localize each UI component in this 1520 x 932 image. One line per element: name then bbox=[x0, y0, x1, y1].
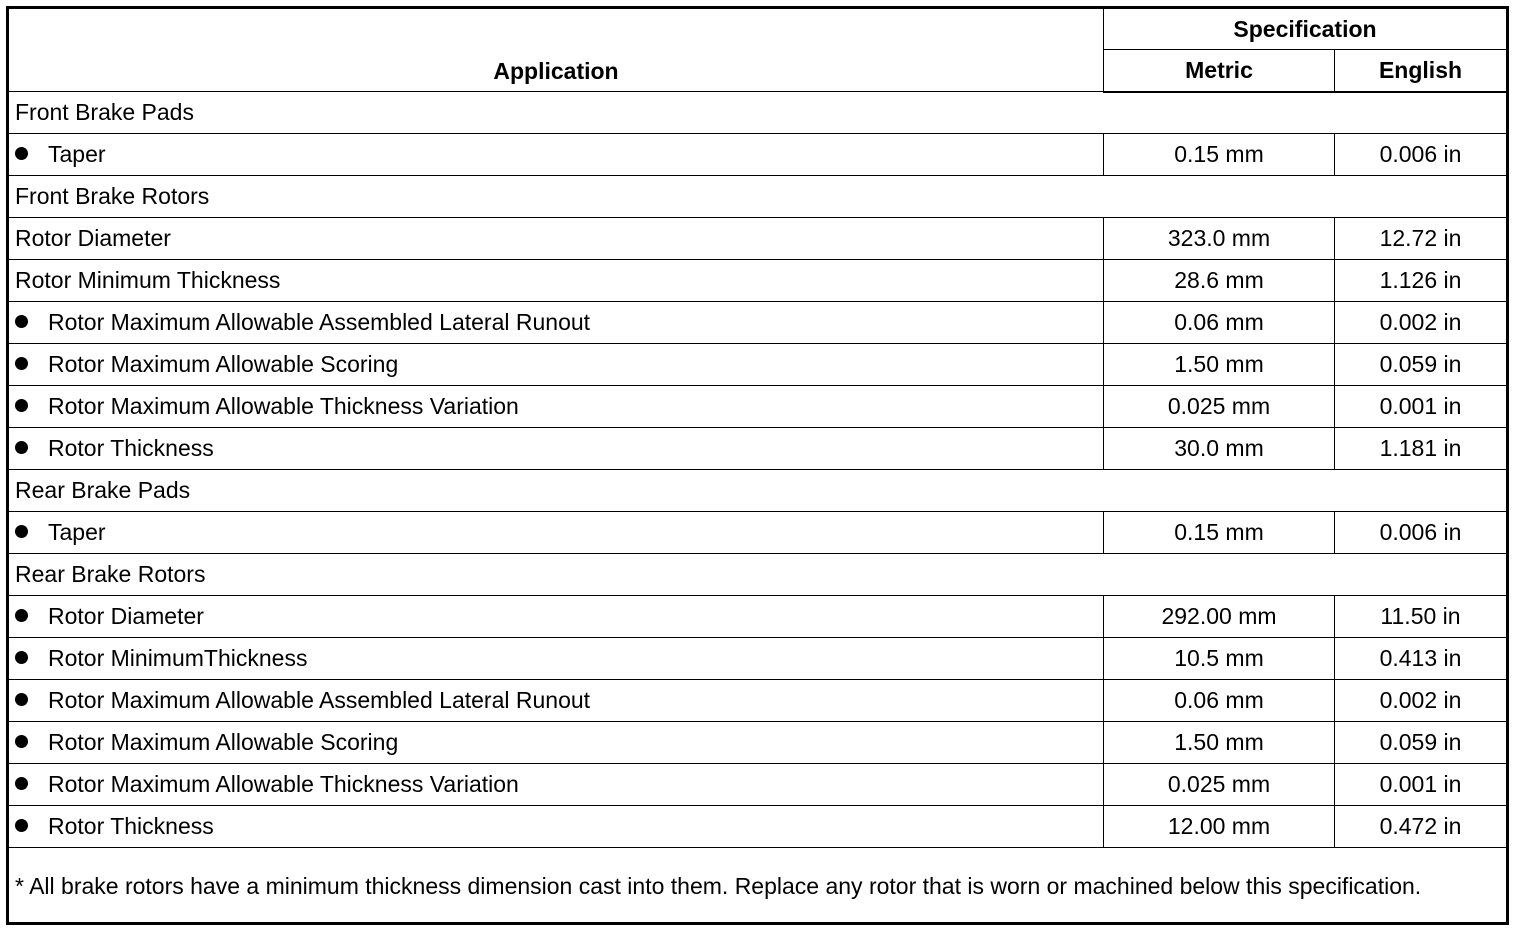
section-label: Front Brake Rotors bbox=[8, 176, 1508, 218]
english-value: 1.126 in bbox=[1335, 260, 1508, 302]
table-row bbox=[8, 680, 1508, 722]
table-row bbox=[8, 722, 1508, 764]
metric-value: 28.6 mm bbox=[1104, 260, 1335, 302]
application-label: Rotor Maximum Allowable Thickness Variation bbox=[48, 771, 519, 797]
bullet-icon bbox=[15, 525, 28, 538]
bullet-icon bbox=[15, 399, 28, 412]
metric-value: 0.06 mm bbox=[1104, 680, 1335, 722]
english-value: 0.472 in bbox=[1335, 806, 1508, 848]
application-cell bbox=[8, 512, 1104, 554]
application-label: Rotor MinimumThickness bbox=[48, 645, 308, 671]
header-row-top bbox=[8, 8, 1508, 50]
application-label: Rotor Minimum Thickness bbox=[15, 267, 281, 293]
section-row bbox=[8, 92, 1508, 134]
table-row bbox=[8, 428, 1508, 470]
section-label: Front Brake Pads bbox=[8, 92, 1508, 134]
bullet-icon bbox=[15, 357, 28, 370]
english-value: 0.001 in bbox=[1335, 386, 1508, 428]
english-value: 12.72 in bbox=[1335, 218, 1508, 260]
metric-value: 1.50 mm bbox=[1104, 344, 1335, 386]
application-cell bbox=[8, 134, 1104, 176]
metric-value: 0.15 mm bbox=[1104, 134, 1335, 176]
metric-value: 292.00 mm bbox=[1104, 596, 1335, 638]
footnote-row bbox=[8, 848, 1508, 924]
application-label: Taper bbox=[48, 519, 106, 545]
bullet-icon bbox=[15, 609, 28, 622]
table-row bbox=[8, 218, 1508, 260]
application-label: Rotor Diameter bbox=[15, 225, 171, 251]
section-label: Rear Brake Rotors bbox=[8, 554, 1508, 596]
table-row bbox=[8, 344, 1508, 386]
footnote: * All brake rotors have a minimum thickness dimension cast into them. Replace any rotor that is worn or machined below this specification. bbox=[8, 848, 1508, 924]
application-label: Rotor Thickness bbox=[48, 435, 214, 461]
application-label: Rotor Thickness bbox=[48, 813, 214, 839]
application-cell bbox=[8, 764, 1104, 806]
table-row bbox=[8, 302, 1508, 344]
english-value: 11.50 in bbox=[1335, 596, 1508, 638]
application-label: Rotor Maximum Allowable Scoring bbox=[48, 351, 399, 377]
metric-value: 0.025 mm bbox=[1104, 386, 1335, 428]
table-row bbox=[8, 386, 1508, 428]
english-value: 0.001 in bbox=[1335, 764, 1508, 806]
section-row bbox=[8, 176, 1508, 218]
english-value: 0.002 in bbox=[1335, 302, 1508, 344]
metric-value: 1.50 mm bbox=[1104, 722, 1335, 764]
application-cell bbox=[8, 302, 1104, 344]
english-value: 0.413 in bbox=[1335, 638, 1508, 680]
application-label: Taper bbox=[48, 141, 106, 167]
metric-header: Metric bbox=[1104, 50, 1335, 92]
metric-value: 323.0 mm bbox=[1104, 218, 1335, 260]
english-value: 0.006 in bbox=[1335, 134, 1508, 176]
application-cell bbox=[8, 260, 1104, 302]
application-cell bbox=[8, 806, 1104, 848]
bullet-icon bbox=[15, 693, 28, 706]
metric-value: 12.00 mm bbox=[1104, 806, 1335, 848]
table-row bbox=[8, 596, 1508, 638]
application-cell bbox=[8, 344, 1104, 386]
specification-header: Specification bbox=[1104, 8, 1508, 50]
english-value: 0.006 in bbox=[1335, 512, 1508, 554]
application-cell bbox=[8, 428, 1104, 470]
bullet-icon bbox=[15, 441, 28, 454]
table-row bbox=[8, 512, 1508, 554]
application-label: Rotor Maximum Allowable Thickness Variation bbox=[48, 393, 519, 419]
specification-table bbox=[6, 6, 1509, 925]
application-cell bbox=[8, 680, 1104, 722]
application-cell bbox=[8, 218, 1104, 260]
table-row bbox=[8, 764, 1508, 806]
application-label: Rotor Maximum Allowable Assembled Lateral Runout bbox=[48, 309, 591, 335]
english-value: 0.002 in bbox=[1335, 680, 1508, 722]
metric-value: 0.025 mm bbox=[1104, 764, 1335, 806]
table-row bbox=[8, 638, 1508, 680]
application-header: Application bbox=[8, 8, 1104, 92]
bullet-icon bbox=[15, 651, 28, 664]
application-label: Rotor Maximum Allowable Assembled Lateral Runout bbox=[48, 687, 591, 713]
bullet-icon bbox=[15, 735, 28, 748]
english-value: 1.181 in bbox=[1335, 428, 1508, 470]
section-label: Rear Brake Pads bbox=[8, 470, 1508, 512]
table-body bbox=[8, 92, 1508, 848]
metric-value: 0.06 mm bbox=[1104, 302, 1335, 344]
bullet-icon bbox=[15, 147, 28, 160]
bullet-icon bbox=[15, 819, 28, 832]
metric-value: 30.0 mm bbox=[1104, 428, 1335, 470]
application-cell bbox=[8, 596, 1104, 638]
bullet-icon bbox=[15, 315, 28, 328]
table-row bbox=[8, 806, 1508, 848]
application-cell bbox=[8, 638, 1104, 680]
application-label: Rotor Maximum Allowable Scoring bbox=[48, 729, 399, 755]
metric-value: 10.5 mm bbox=[1104, 638, 1335, 680]
english-value: 0.059 in bbox=[1335, 344, 1508, 386]
english-value: 0.059 in bbox=[1335, 722, 1508, 764]
application-cell bbox=[8, 386, 1104, 428]
table-row bbox=[8, 260, 1508, 302]
table-row bbox=[8, 134, 1508, 176]
bullet-icon bbox=[15, 777, 28, 790]
section-row bbox=[8, 554, 1508, 596]
application-cell bbox=[8, 722, 1104, 764]
application-label: Rotor Diameter bbox=[48, 603, 204, 629]
english-header: English bbox=[1335, 50, 1508, 92]
section-row bbox=[8, 470, 1508, 512]
metric-value: 0.15 mm bbox=[1104, 512, 1335, 554]
